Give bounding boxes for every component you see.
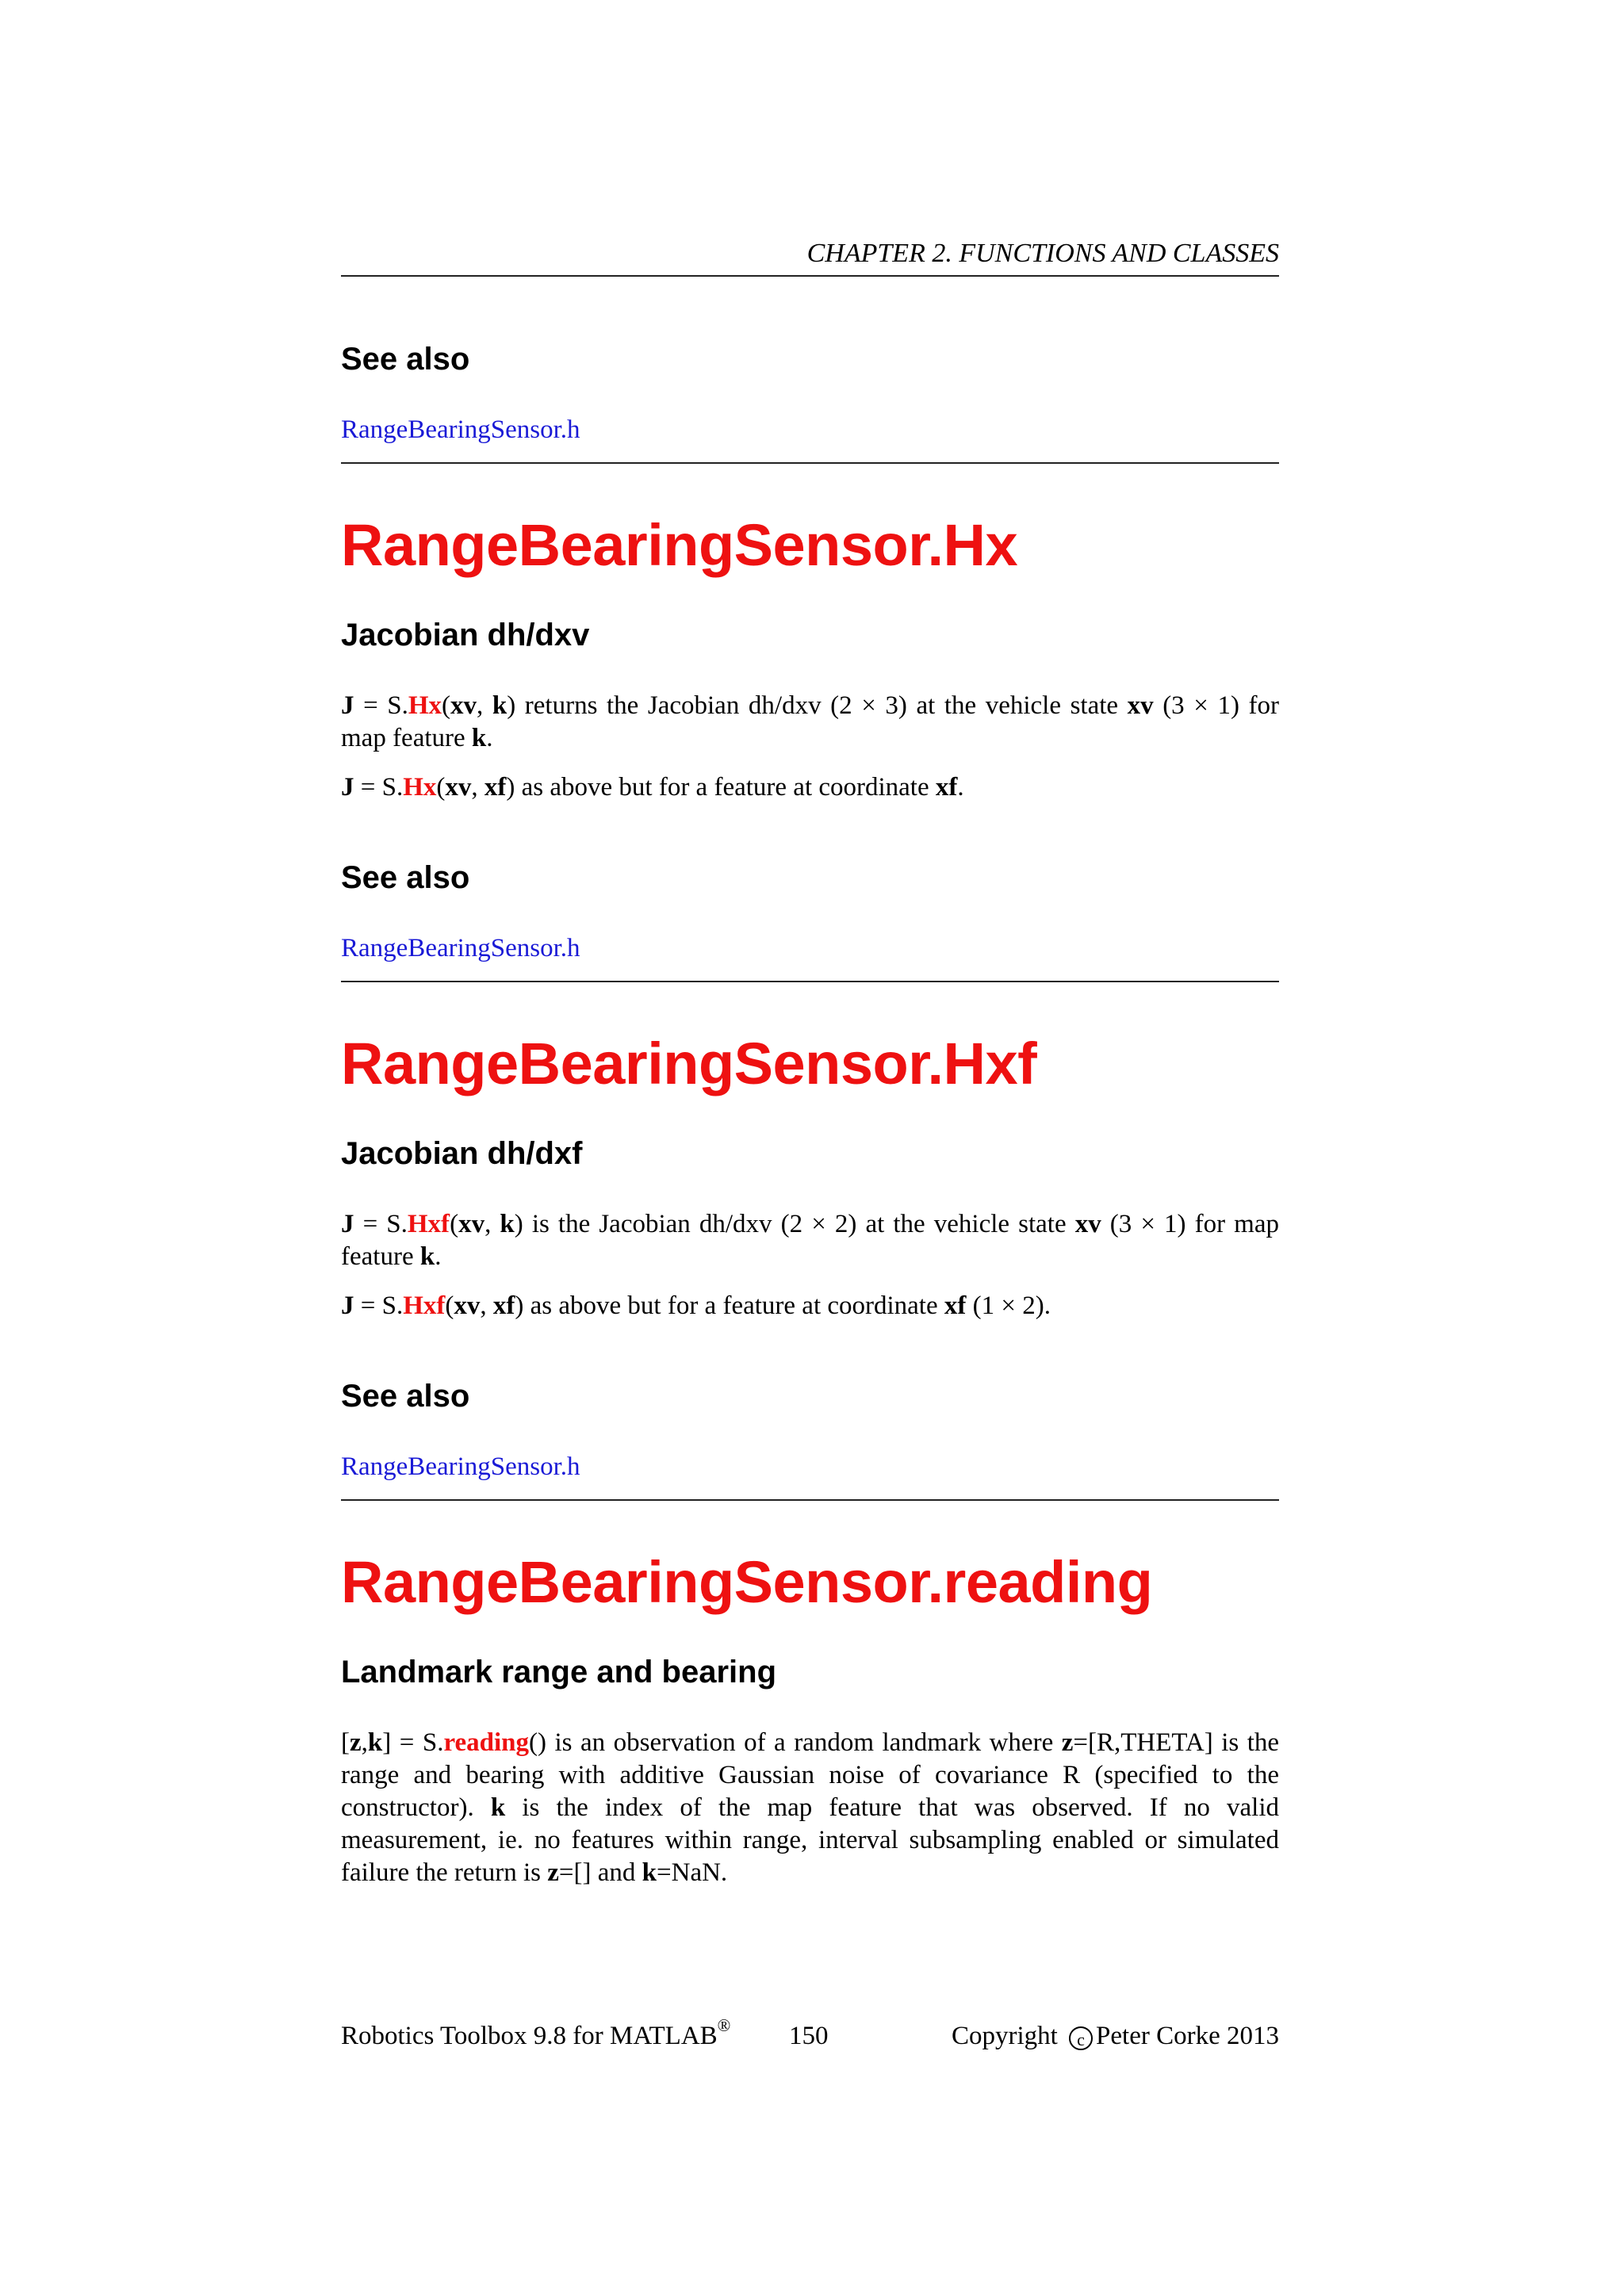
function-name-hx: Hx <box>403 773 437 802</box>
see-also-link[interactable]: RangeBearingSensor.h <box>341 1452 580 1481</box>
section-subtitle-hx: Jacobian dh/dxv <box>341 618 590 652</box>
section-subtitle-reading: Landmark range and bearing <box>341 1655 777 1689</box>
section-title-hx: RangeBearingSensor.Hx <box>341 512 1018 578</box>
copyright-icon: c <box>1069 2026 1093 2050</box>
section-divider <box>341 981 1279 982</box>
section-subtitle-hxf: Jacobian dh/dxf <box>341 1136 583 1171</box>
function-name-hx: Hx <box>408 691 442 720</box>
footer-book-title: Robotics Toolbox 9.8 for MATLAB® <box>341 2015 731 2050</box>
see-also-link[interactable]: RangeBearingSensor.h <box>341 415 580 444</box>
function-name-hxf: Hxf <box>407 1210 450 1238</box>
hx-paragraph-1: J = S.Hx(xv, k) returns the Jacobian dh/dxv (2 × 3) at the vehicle state xv (3 × 1) for map feature k. <box>341 691 1279 752</box>
section-title-reading: RangeBearingSensor.reading <box>341 1549 1153 1615</box>
hx-paragraph-2: J = S.Hx(xv, xf) as above but for a feature at coordinate xf. <box>341 773 964 802</box>
see-also-link[interactable]: RangeBearingSensor.h <box>341 934 580 962</box>
function-name-hxf: Hxf <box>403 1292 446 1320</box>
function-name-reading: reading <box>443 1728 530 1757</box>
running-head: CHAPTER 2. FUNCTIONS AND CLASSES <box>806 239 1279 268</box>
header-rule <box>341 275 1279 277</box>
reading-paragraph: [z,k] = S.reading() is an observation of a random landmark where z=[R,THETA] is the range and bearing with additive Gaussian noise of covariance R (specified to the constructor). k is the index of the map feature that was observed. If no valid measurement, ie. no features within range, interval subsampling enabled or simulated failure the return is z=[] and k=NaN. <box>341 1728 1280 1887</box>
section-divider <box>341 462 1279 464</box>
section-divider <box>341 1499 1279 1501</box>
document-page <box>341 0 1279 2296</box>
page-number: 150 <box>789 2022 829 2050</box>
see-also-heading: See also <box>341 342 470 377</box>
hxf-paragraph-2: J = S.Hxf(xv, xf) as above but for a feature at coordinate xf (1 × 2). <box>341 1292 1051 1320</box>
registered-mark: ® <box>717 2015 731 2035</box>
section-title-hxf: RangeBearingSensor.Hxf <box>341 1031 1037 1096</box>
see-also-heading: See also <box>341 1379 470 1414</box>
see-also-heading: See also <box>341 860 470 895</box>
hxf-paragraph-1: J = S.Hxf(xv, k) is the Jacobian dh/dxv (2 × 2) at the vehicle state xv (3 × 1) for map feature k. <box>341 1210 1279 1271</box>
footer-copyright: Copyright c Peter Corke 2013 <box>951 2022 1279 2050</box>
